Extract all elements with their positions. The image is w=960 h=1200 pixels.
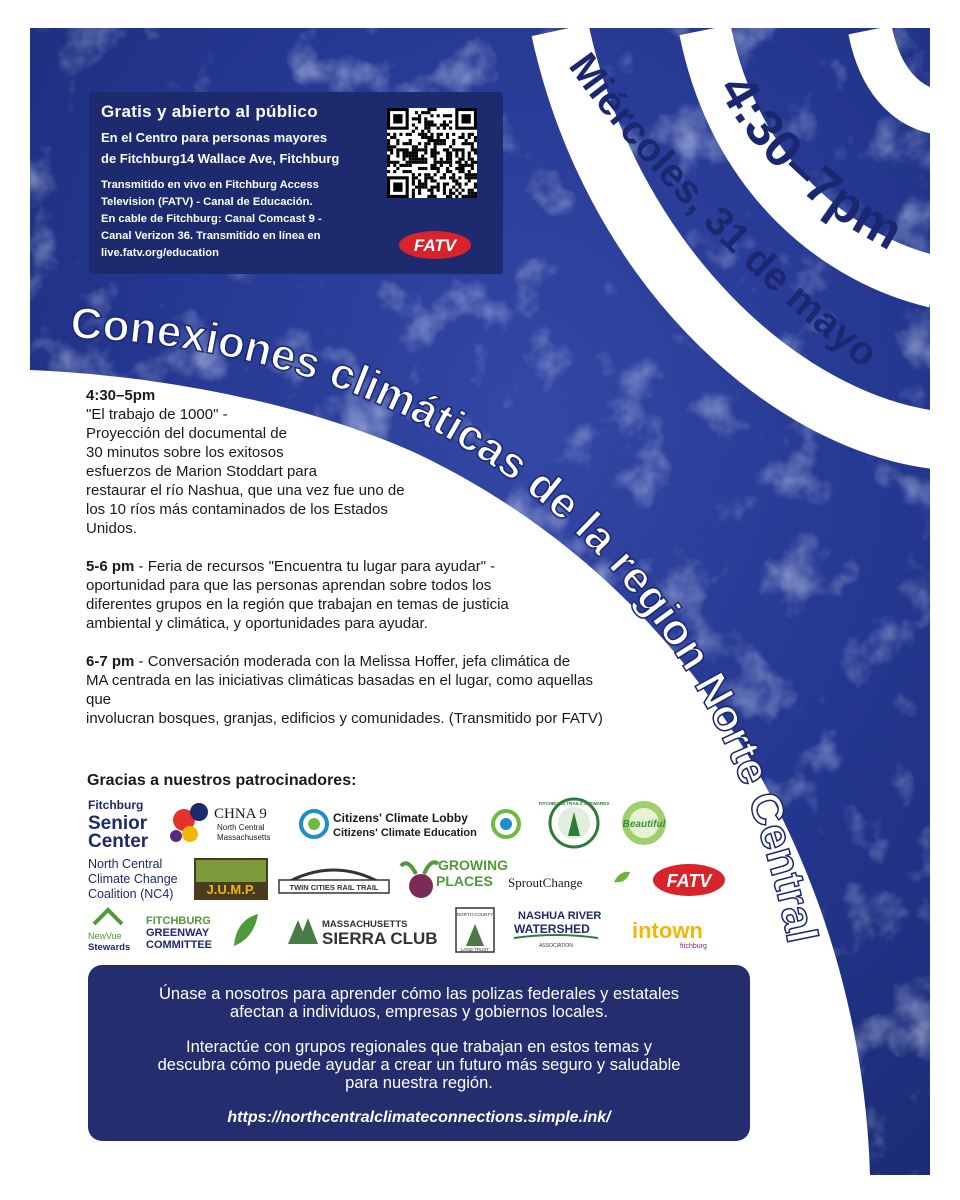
logo-newvue-stewards — [88, 910, 130, 953]
svg-text:SIERRA CLUB: SIERRA CLUB — [322, 929, 438, 948]
fatv-education-link[interactable]: live.fatv.org/education — [101, 247, 219, 259]
venue-line2: de Fitchburg14 Wallace Ave, Fitchburg — [101, 151, 340, 166]
logo-fitchburg-senior-center — [88, 798, 149, 852]
venue-line1: En el Centro para personas mayores — [101, 130, 328, 145]
schedule-item-3: 6-7 pm - Conversación moderada con la Melissa Hoffer, jefa climática de MA centrada en las iniciativas climáticas basadas en el lugar, como aquellas que involucran bosques, granjas, edificios y comunidades. (Transmitido por FATV) — [86, 653, 603, 727]
svg-text:FATV: FATV — [413, 236, 457, 255]
broadcast-info: Transmitido en vivo en Fitchburg Access Television (FATV) - Canal de Educación. En cable de Fitchburg: Canal Comcast 9 - Canal Verizon 36. Transmitido en línea en live.fatv.org/education — [101, 177, 401, 262]
svg-text:NewVue: NewVue — [88, 931, 122, 941]
svg-text:North Central: North Central — [217, 823, 265, 832]
logo-chna9 — [170, 803, 270, 842]
svg-text:MASSACHUSETTS: MASSACHUSETTS — [322, 919, 408, 930]
logo-twin-cities-rail-trail — [279, 870, 389, 893]
fatv-logo — [398, 230, 472, 260]
schedule — [86, 386, 606, 747]
sponsors-title: Gracias a nuestros patrocinadores: — [87, 772, 357, 789]
svg-text:TWIN CITIES RAIL TRAIL: TWIN CITIES RAIL TRAIL — [289, 883, 379, 892]
logo-trails-stewards — [539, 799, 610, 847]
svg-text:Coalition (NC4): Coalition (NC4) — [88, 887, 174, 901]
qr-code[interactable] — [387, 108, 477, 198]
svg-text:ASSOCIATION: ASSOCIATION — [539, 943, 573, 949]
svg-text:Massachusetts: Massachusetts — [217, 833, 271, 842]
schedule-item-1: 4:30–5pm "El trabajo de 1000" - Proyección del documental de 30 minutos sobre los exitosos esfuerzos de Marion Stoddart para restaurar el río Nashua, que una vez fue uno de los 10 ríos más contaminados de los Estados Unidos. — [86, 387, 405, 537]
logo-greenway-committee — [146, 914, 258, 951]
svg-text:Fitchburg: Fitchburg — [88, 798, 144, 812]
svg-text:NORTH COUNTY: NORTH COUNTY — [456, 912, 494, 917]
event-time: 4:30–7pm — [707, 65, 913, 262]
logo-nashua-river-watershed — [514, 910, 601, 949]
svg-text:PLACES: PLACES — [436, 873, 493, 889]
svg-text:WATERSHED: WATERSHED — [514, 922, 590, 936]
svg-text:Citizens' Climate Lobby: Citizens' Climate Lobby — [333, 811, 468, 825]
svg-text:Citizens' Climate Education: Citizens' Climate Education — [333, 827, 477, 839]
logo-growing-places — [401, 857, 508, 898]
svg-text:COMMITTEE: COMMITTEE — [146, 939, 212, 951]
svg-text:FATV: FATV — [666, 871, 712, 891]
logo-beautiful — [622, 801, 666, 845]
schedule-time-2: 5-6 pm — [86, 558, 135, 575]
svg-text:intown: intown — [632, 918, 703, 943]
cta-paragraph-2: Interactúe con grupos regionales que trabajan en estos temas y descubra cómo puede ayudar a crear un futuro más seguro y saludable para nuestra región. — [157, 1038, 681, 1092]
logo-intown-fitchburg — [632, 918, 707, 950]
svg-text:fitchburg: fitchburg — [680, 943, 707, 950]
svg-text:Senior: Senior — [88, 813, 148, 834]
logo-fatv — [653, 864, 725, 896]
svg-text:Beautiful: Beautiful — [622, 819, 666, 830]
website-link[interactable]: https://northcentralclimateconnections.simple.ink/ — [227, 1109, 611, 1126]
logo-sproutchange — [508, 872, 630, 890]
event-title: Conexiones climáticas de la region Norte Central — [69, 298, 827, 947]
svg-text:North Central: North Central — [88, 857, 163, 871]
svg-text:J.U.M.P.: J.U.M.P. — [206, 882, 256, 897]
event-date: Miércoles, 31 de mayo — [560, 45, 886, 376]
free-open-text: Gratis y abierto al público — [101, 102, 318, 121]
svg-text:GREENWAY: GREENWAY — [146, 927, 210, 939]
logo-sierra-club — [288, 918, 438, 948]
sponsor-logos — [86, 796, 746, 956]
schedule-time-1: 4:30–5pm — [86, 387, 156, 404]
svg-text:FITCHBURG: FITCHBURG — [146, 915, 211, 927]
logo-citizens-climate-lobby — [301, 811, 519, 839]
logo-jump — [194, 858, 268, 900]
svg-text:CHNA 9: CHNA 9 — [214, 806, 267, 822]
schedule-item-2: 5-6 pm - Feria de recursos "Encuentra tu lugar para ayudar" - oportunidad para que las personas aprendan sobre todos los diferentes grupos en la región que trabajan en temas de justicia ambiental y climática, y oportunidades para ayudar. — [86, 558, 509, 632]
call-to-action-box — [88, 965, 750, 1141]
svg-text:GROWING: GROWING — [438, 857, 508, 873]
svg-text:Stewards: Stewards — [88, 942, 131, 953]
svg-text:FITCHBURG TRAILS STEWARDS: FITCHBURG TRAILS STEWARDS — [538, 801, 610, 806]
logo-land-trust — [456, 908, 494, 952]
svg-text:Center: Center — [88, 831, 149, 852]
svg-text:LAND TRUST: LAND TRUST — [460, 947, 490, 952]
schedule-time-3: 6-7 pm — [86, 653, 135, 670]
svg-text:NASHUA RIVER: NASHUA RIVER — [518, 910, 602, 922]
svg-text:Climate Change: Climate Change — [88, 872, 178, 886]
svg-text:SproutChange: SproutChange — [508, 875, 583, 890]
logo-nc4 — [88, 857, 178, 901]
cta-paragraph-1: Únase a nosotros para aprender cómo las polizas federales y estatales afectan a individuos, empresas y gobiernos locales. — [158, 985, 680, 1021]
